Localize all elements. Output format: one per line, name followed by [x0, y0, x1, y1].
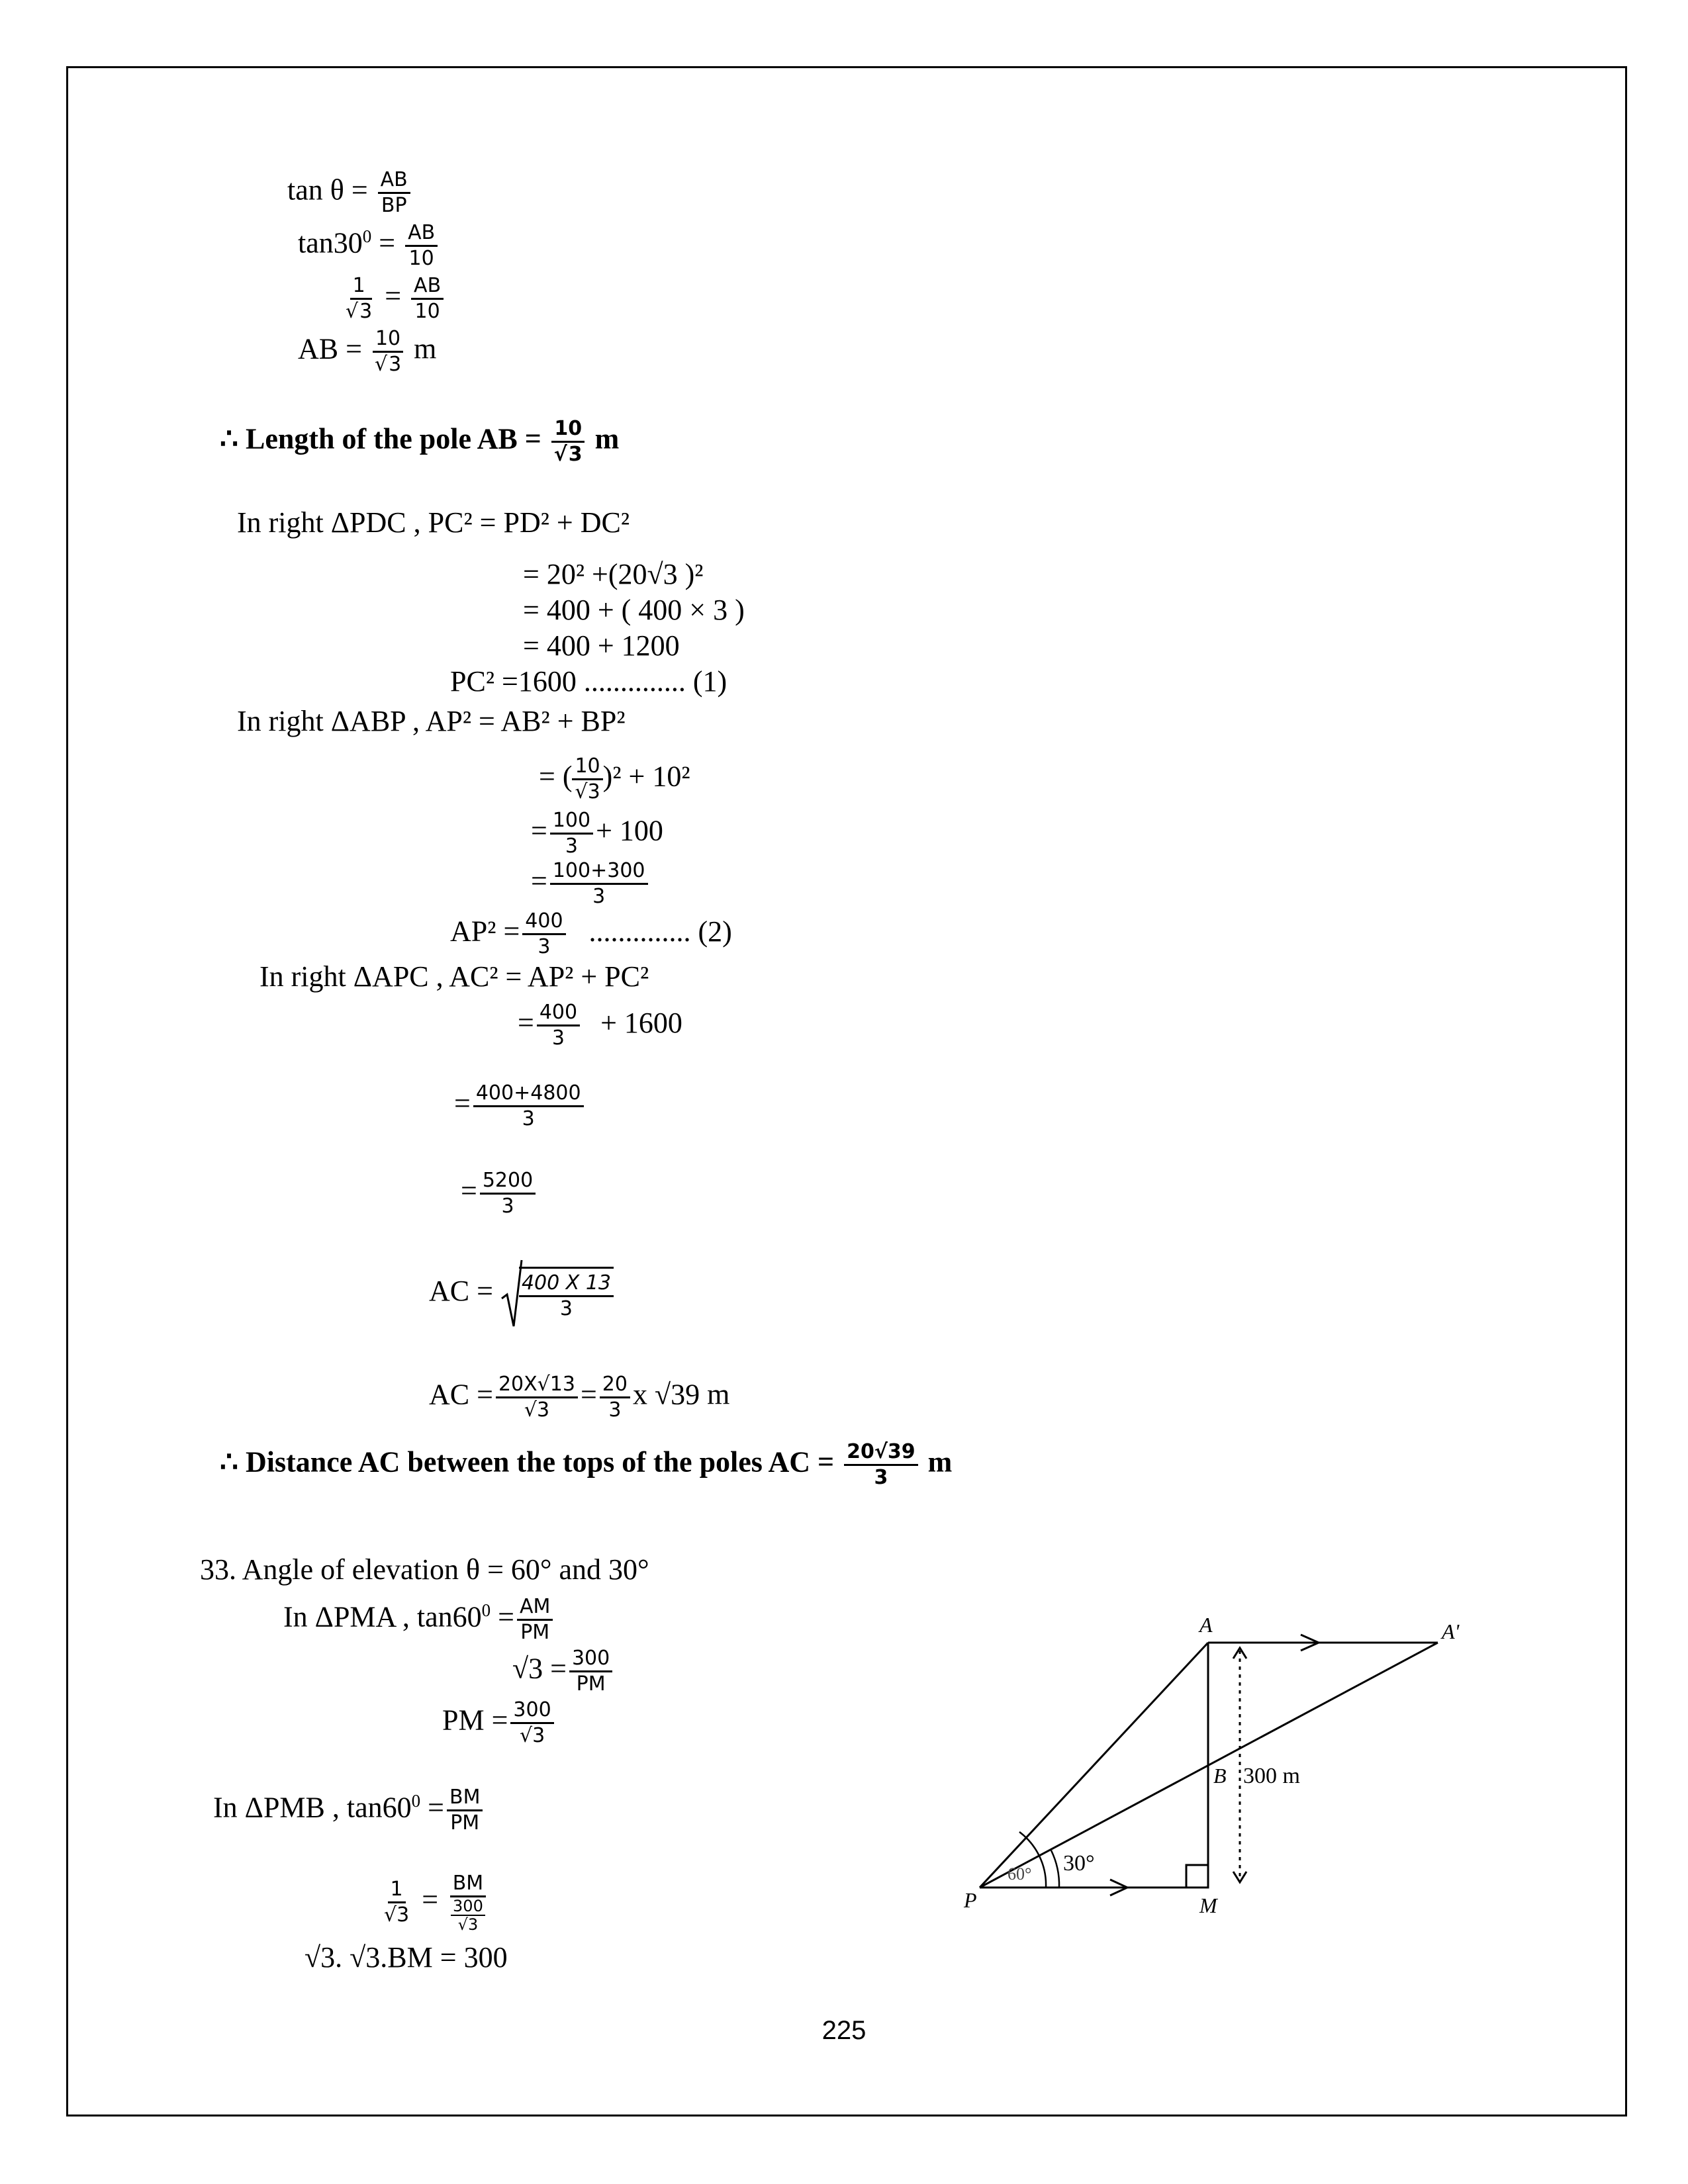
ab-value-line: AB = $\frac{10}{√3}$ m — [298, 327, 437, 376]
pdc-result-eq1: PC² =1600 .............. (1) — [450, 665, 727, 698]
one-over-root3-line: $\frac{1}{√3}$ = $\frac{AB}{10}$ — [340, 274, 446, 324]
page-number: 225 — [821, 2016, 867, 2045]
apc-step-2: = $\frac{400+4800}{3}$ — [454, 1081, 586, 1131]
right-angle-marker — [1186, 1865, 1208, 1888]
abp-step-2: = $\frac{100}{3}$ + 100 — [531, 809, 663, 858]
label-p: P — [964, 1888, 977, 1912]
elevation-diagram — [953, 1608, 1483, 1919]
q33-title: 33. Angle of elevation θ = 60° and 30° — [200, 1553, 649, 1586]
abp-result-eq2: AP² = $\frac{400}{3}$ .............. (2) — [450, 909, 732, 958]
q33-pma-line: In ΔPMA , $\tan 60^0$ = $\frac{AM}{PM}$ — [283, 1595, 555, 1645]
q33-nested-fraction: $\frac{1}{√3}$ = BM 300 √3 — [379, 1872, 491, 1933]
apc-statement: In right ΔAPC , AC² = AP² + PC² — [259, 960, 649, 993]
label-a: A — [1199, 1613, 1213, 1637]
pdc-step-1: = 20² +(20√3 )² — [523, 558, 704, 590]
pdc-step-2: = 400 + ( 400 × 3 ) — [523, 594, 745, 626]
ac-value-line: AC = $\frac{20X√13}{√3}$ = $\frac{20}{3}$ x √39 m — [429, 1373, 730, 1422]
pole-length-result: ∴ Length of the pole AB = $\frac{10}{√3}$ m — [220, 417, 620, 466]
abp-statement: In right ΔABP , AP² = AB² + BP² — [237, 705, 626, 737]
angle-arc-30 — [1051, 1850, 1059, 1888]
q33-pmb-line: In ΔPMB , $\tan 60^0$ = $\frac{BM}{PM}$ — [213, 1786, 485, 1835]
pdc-step-3: = 400 + 1200 — [523, 629, 680, 662]
label-a-prime: A' — [1442, 1619, 1460, 1643]
apc-step-3: = $\frac{5200}{3}$ — [461, 1169, 538, 1218]
apc-step-1: = $\frac{400}{3}$ + 1600 — [518, 1001, 682, 1050]
apc-root-line: AC = $\frac{400 X 13}{3}$ — [429, 1257, 616, 1330]
label-b: B — [1213, 1764, 1227, 1788]
height-label: 300 m — [1243, 1764, 1300, 1788]
q33-sqrt3-line: √3 = $\frac{300}{PM}$ — [512, 1647, 615, 1696]
q33-pm-line: PM = $\frac{300}{√3}$ — [442, 1698, 557, 1748]
abp-step-1: = ( $\frac{10}{√3}$ )² + 10² — [539, 754, 690, 803]
distance-ac-result: ∴ Distance AC between the tops of the poles AC = $\frac{20√39}{3}$ m — [220, 1440, 953, 1489]
label-m: M — [1199, 1893, 1217, 1917]
pdc-statement: In right ΔPDC , PC² = PD² + DC² — [237, 506, 630, 539]
abp-step-3: = $\frac{100+300}{3}$ — [531, 859, 651, 909]
tan30-line: $\tan 30^0$ = $\frac{AB}{10}$ — [298, 221, 440, 271]
angle-60-label: 60° — [1008, 1864, 1032, 1884]
angle-30-label: 30° — [1063, 1851, 1095, 1876]
tan-theta-line: tan θ = $\frac{AB}{BP}$ — [287, 168, 413, 218]
q33-final-line: √3. √3.BM = 300 — [305, 1941, 508, 1974]
